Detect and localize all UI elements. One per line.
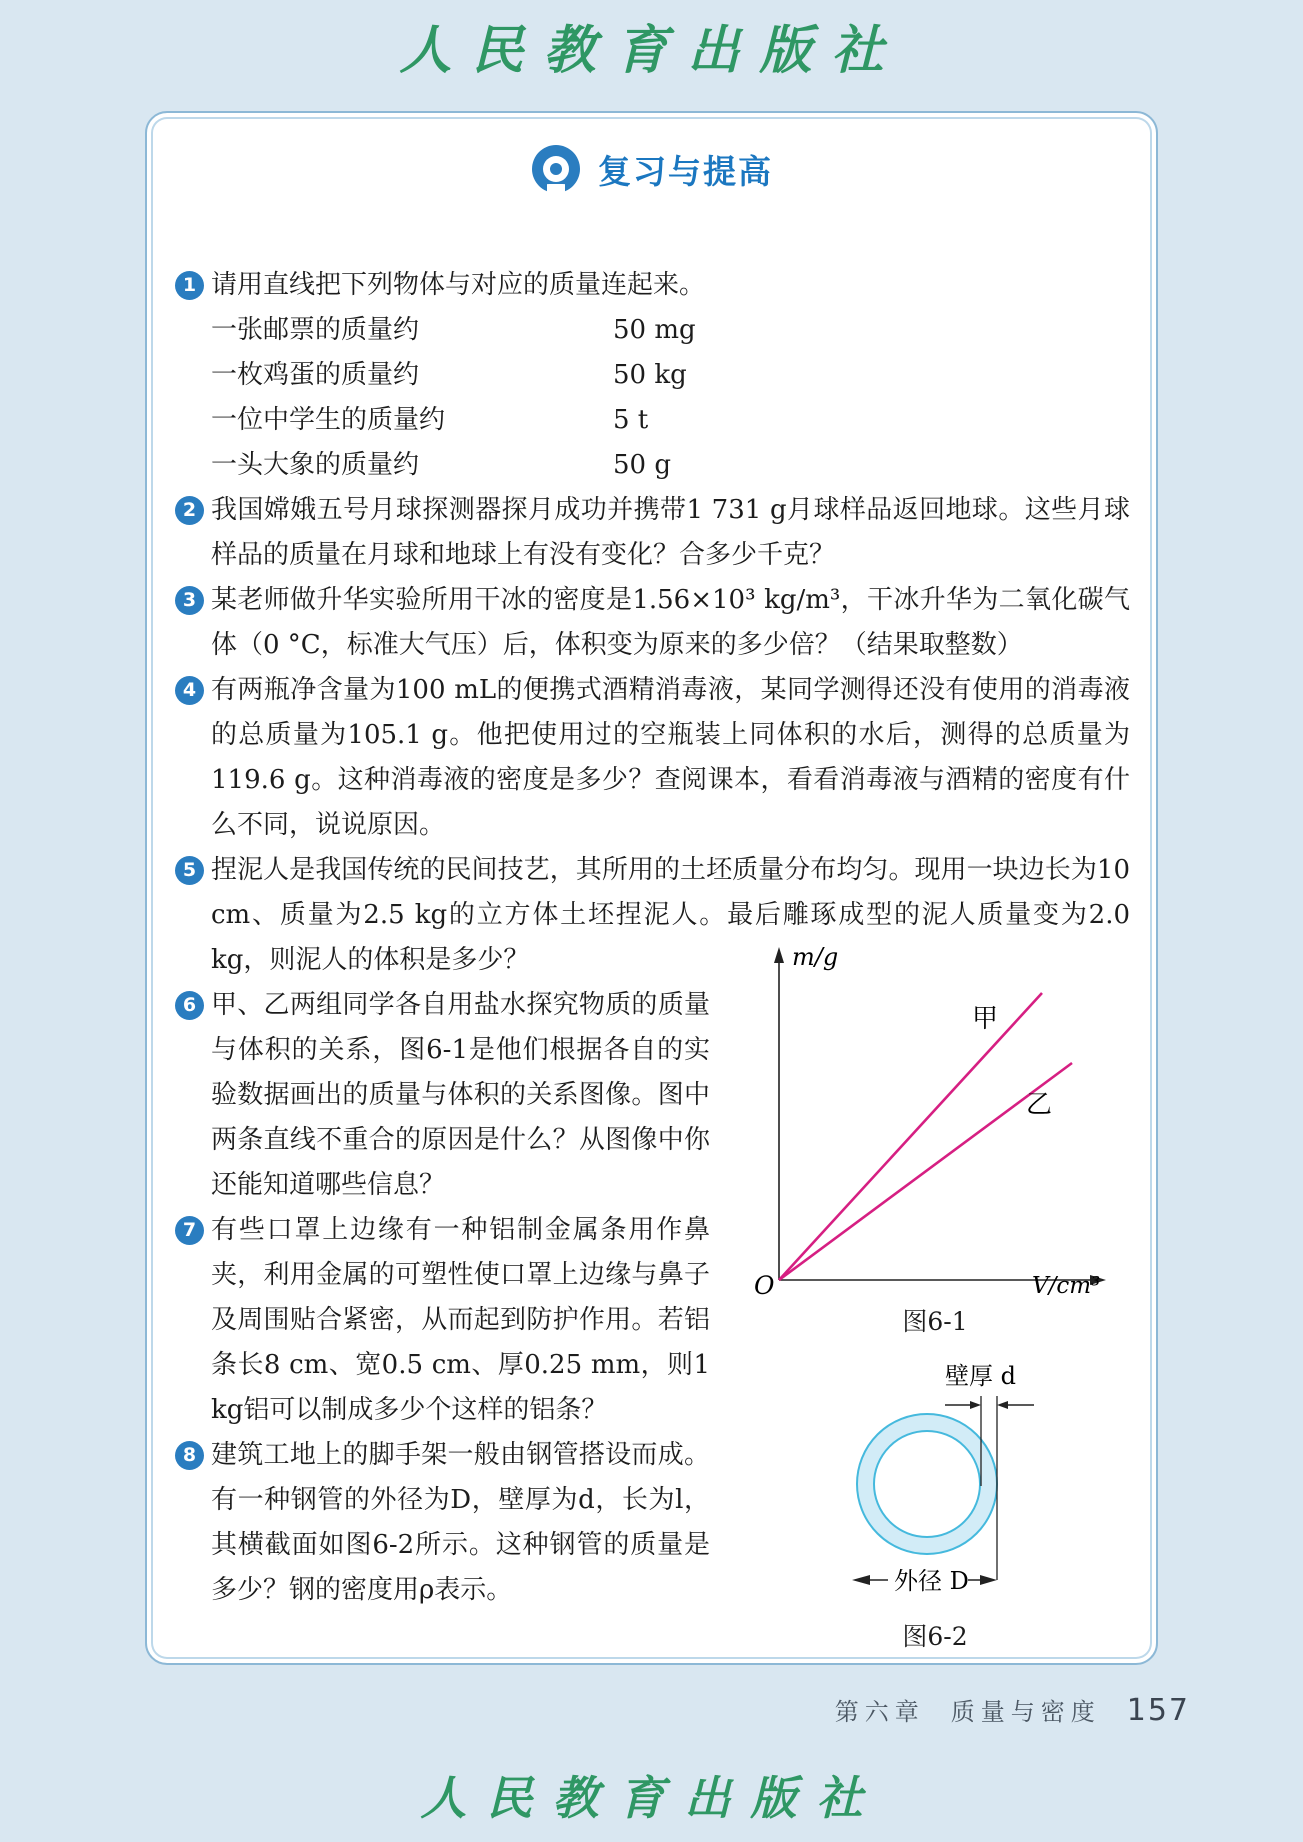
problem-number-badge: 3 [175,586,204,615]
problem-5 [175,848,1130,983]
problem-7-text: 有些口罩上边缘有一种铝制金属条用作鼻夹，利用金属的可塑性使口罩上边缘与鼻子及周围贴合紧密，从而起到防护作用。若铝条长8 cm、宽0.5 cm、厚0.25 mm，则1 kg铝可以制成多少个这样的铝条？ [211,1215,710,1425]
problem-number-badge: 5 [175,856,204,885]
match-item-label: 一头大象的质量约 [211,450,420,480]
match-item-value: 50 mg [613,315,696,345]
pipe-cross-section [740,1360,1130,1610]
match-row [211,398,1130,443]
wall-thickness-label: 壁厚 d [945,1362,1016,1390]
y-axis-label: m/g [792,943,839,971]
problem-number-badge: 1 [175,271,204,300]
content-card [145,111,1158,1665]
x-axis-label: V/cm³ [1032,1273,1101,1295]
wall-dim-arrow-left [970,1401,981,1409]
problem-number-badge: 4 [175,676,204,705]
problem-list [147,263,1156,1659]
problem-1-text: 请用直线把下列物体与对应的质量连起来。 [211,270,706,300]
section-title: 质量与密度 [950,1698,1101,1726]
page-title: 复习与提高 [598,151,773,191]
match-item-label: 一张邮票的质量约 [211,315,420,345]
mass-volume-graph [740,935,1130,1295]
problem-5-text: 捏泥人是我国传统的民间技艺，其所用的土坯质量分布均匀。现用一块边长为10 cm、质量为2.5 kg的立方体土坯捏泥人。最后雕琢成型的泥人质量变为2.0 kg，则泥人的体积是多少？ [211,855,1130,975]
figure-6-2 [740,1360,1130,1659]
pipe-inner-circle [874,1431,980,1537]
two-column-section [175,943,1130,1659]
match-item-value: 50 kg [613,360,687,390]
page-footer [835,1692,1190,1728]
match-item-value: 50 g [613,450,671,480]
problem-7 [175,1208,710,1433]
problems-column [175,983,710,1613]
problem-6-text: 甲、乙两组同学各自用盐水探究物质的质量与体积的关系，图6-1是他们根据各自的实验数据画出的质量与体积的关系图像。图中两条直线不重合的原因是什么？从图像中你还能知道哪些信息？ [211,990,710,1200]
match-row [211,308,1130,353]
chapter-title: 第六章 [834,1698,925,1726]
problem-8-text: 建筑工地上的脚手架一般由钢管搭设而成。有一种钢管的外径为D，壁厚为d，长为l，其横截面如图6-2所示。这种钢管的质量是多少？钢的密度用ρ表示。 [211,1440,710,1605]
line-yi-label: 乙 [1026,1090,1053,1120]
line-jia-label: 甲 [972,1004,999,1034]
problem-number-badge: 8 [175,1441,204,1470]
match-item-value: 5 t [613,405,649,435]
page-number: 157 [1126,1693,1190,1728]
problem-4-text: 有两瓶净含量为100 mL的便携式酒精消毒液，某同学测得还没有使用的消毒液的总质量为105.1 g。他把使用过的空瓶装上同体积的水后，测得的总质量为119.6 g。这种消毒液的密度是多少？查阅课本，看看消毒液与酒精的密度有什么不同，说说原因。 [211,675,1130,840]
match-item-label: 一枚鸡蛋的质量约 [211,360,420,390]
diameter-arrow-right [980,1575,997,1585]
publisher-logo-bottom: 人民教育出版社 [420,1771,883,1825]
problem-2 [175,488,1130,578]
diameter-arrow-left [852,1575,870,1585]
problem-number-badge: 2 [175,496,204,525]
section-header [147,143,1156,195]
problem-6 [175,983,710,1208]
outer-diameter-label: 外径 D [894,1567,969,1595]
figure-6-1 [740,935,1130,1344]
line-jia [779,993,1042,1280]
problem-1 [175,263,1130,488]
origin-label: O [754,1271,775,1295]
problem-8 [175,1433,710,1613]
problem-4 [175,668,1130,848]
wall-dim-arrow-right [997,1401,1008,1409]
problem-3 [175,578,1130,668]
figures-column [710,935,1130,1659]
review-section-icon [530,143,582,195]
problem-3-text: 某老师做升华实验所用干冰的密度是1.56×10³ kg/m³，干冰升华为二氧化碳气体（0 °C，标准大气压）后，体积变为原来的多少倍？（结果取整数） [211,585,1130,660]
problem-number-badge: 6 [175,991,204,1020]
problem-number-badge: 7 [175,1216,204,1245]
match-item-label: 一位中学生的质量约 [211,405,446,435]
publisher-logo-top: 人民教育出版社 [399,20,904,81]
problem-2-text: 我国嫦娥五号月球探测器探月成功并携带1 731 g月球样品返回地球。这些月球样品的质量在月球和地球上有没有变化？合多少千克？ [211,495,1130,570]
figure-6-1-caption: 图6-1 [902,1307,968,1336]
figure-6-2-caption: 图6-2 [902,1622,968,1651]
match-row [211,443,1130,488]
match-row [211,353,1130,398]
